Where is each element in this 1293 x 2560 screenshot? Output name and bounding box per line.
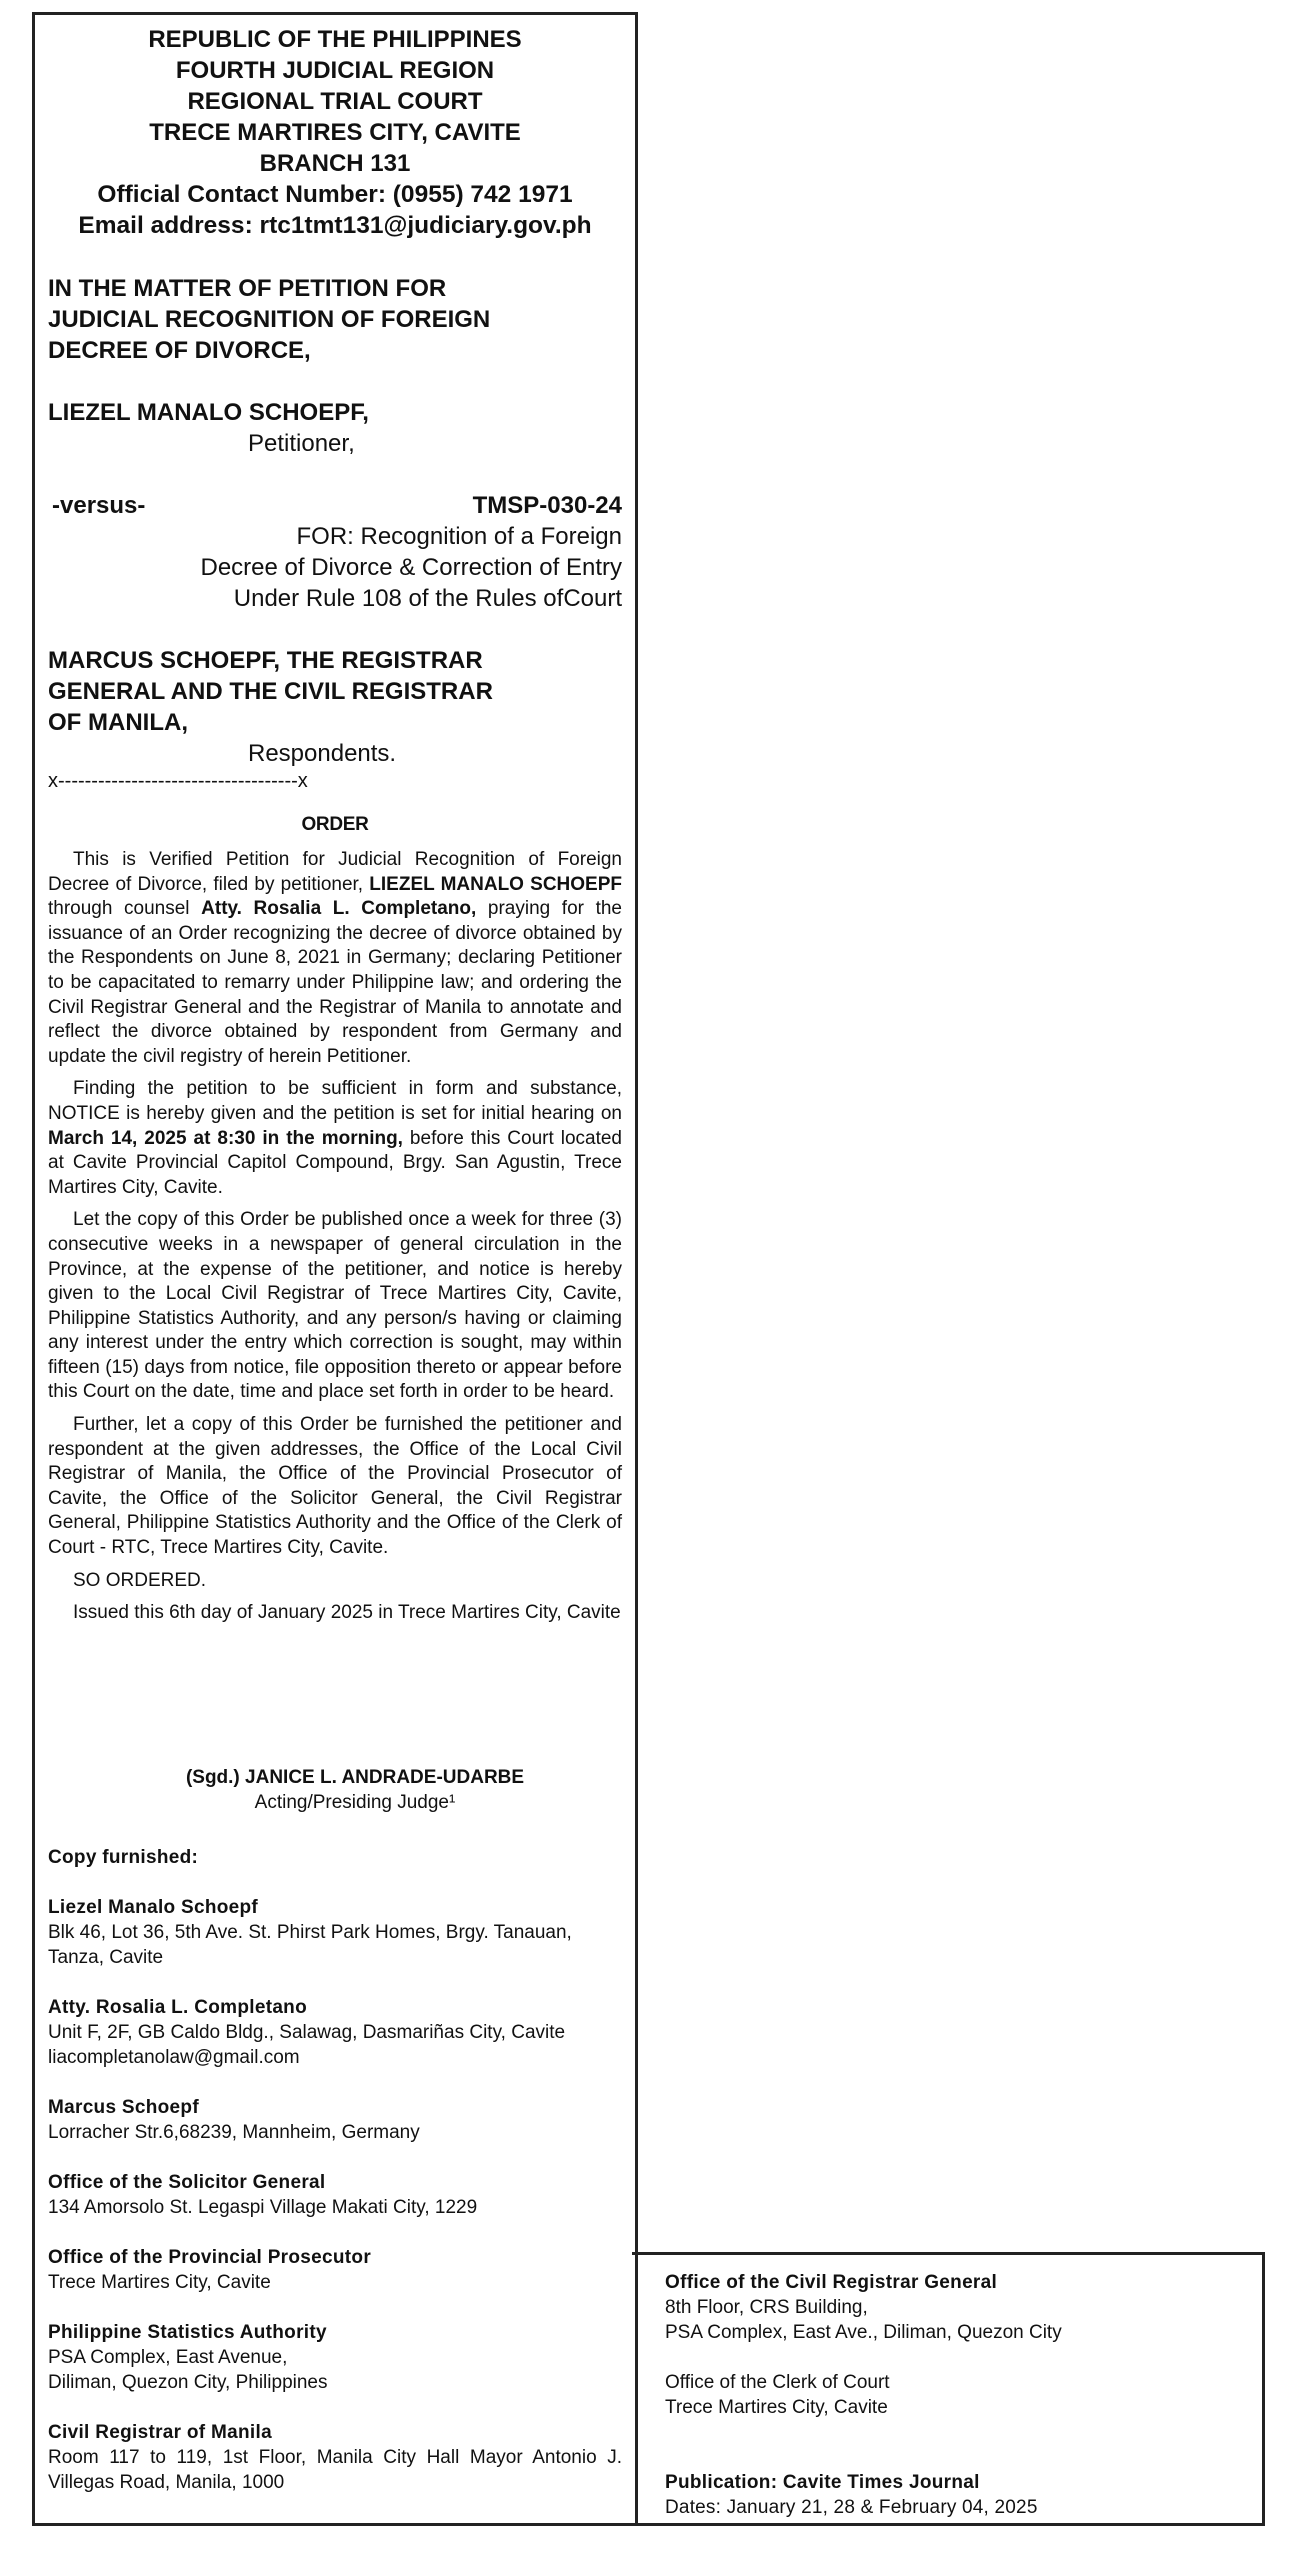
clerk-address: Trece Martires City, Cavite <box>665 2397 888 2418</box>
recipient-name: Philippine Statistics Authority <box>48 2322 327 2343</box>
respondents-names <box>48 645 622 738</box>
recipient-name: Office of the Provincial Prosecutor <box>48 2247 372 2268</box>
judge-name: (Sgd.) JANICE L. ANDRADE-UDARBE <box>185 1767 525 1788</box>
judge-title: Acting/Presiding Judge¹ <box>254 1792 456 1813</box>
court-header <box>48 24 622 241</box>
for-line: Decree of Divorce & Correction of Entry <box>200 554 622 581</box>
order-paragraph-1 <box>48 848 622 1069</box>
recipient-item <box>48 1995 622 2070</box>
recipient-address: Room 117 to 119, 1st Floor, Manila City Hall Mayor Antonio J. Villegas Road, Manila, 1000 <box>48 2447 622 2493</box>
right-box-content <box>665 2270 1245 2520</box>
recipient-email: liacompletanolaw@gmail.com <box>48 2047 300 2068</box>
respondent-line: MARCUS SCHOEPF, THE REGISTRAR <box>48 647 483 674</box>
recipient-item <box>48 2095 622 2145</box>
matter-line: DECREE OF DIVORCE, <box>48 337 311 364</box>
recipient-item <box>48 2245 622 2295</box>
case-matter <box>48 273 622 366</box>
case-for <box>48 521 622 614</box>
respondent-line: GENERAL AND THE CIVIL REGISTRAR <box>48 678 493 705</box>
text-run: praying for the issuance of an Order recognizing the decree of divorce obtained by the Respondents on June 8, 2021 in Germany; declaring Petitioner to be capacitated to remarry under Philippine law; and ordering the Civil Registrar General and the Registrar of Manila to annotate and reflect the divorce obtained by respondent from Germany and update the civil registry of herein Petitioner. <box>48 898 622 1067</box>
crg-address-2: PSA Complex, East Ave., Diliman, Quezon City <box>665 2322 1062 2343</box>
order-paragraph-4: Further, let a copy of this Order be furnished the petitioner and respondent at the given addresses, the Office of the Local Civil Registrar of Manila, the Office of the Provincial Prosecutor of Cavite, the Office of the Solicitor General, the Civil Registrar General, Philippine Statistics Authority and the Office of the Clerk of Court - RTC, Trece Martires City, Cavite. <box>48 1414 622 1559</box>
for-line: Under Rule 108 of the Rules ofCourt <box>233 585 622 612</box>
header-line: REPUBLIC OF THE PHILIPPINES <box>148 26 522 53</box>
recipient-name: Office of the Solicitor General <box>48 2172 326 2193</box>
recipient-item <box>48 2170 622 2220</box>
recipient-item <box>48 2320 622 2395</box>
header-line: REGIONAL TRIAL COURT <box>187 88 483 115</box>
case-number: TMSP-030-24 <box>472 492 622 519</box>
text-run: before this Court located at Cavite Provincial Capitol Compound, Brgy. San Agustin, Trece Martires City, Cavite. <box>48 1127 622 1198</box>
issued-line: Issued this 6th day of January 2025 in Trece Martires City, Cavite <box>73 1602 621 1624</box>
recipient-address: Lorracher Str.6,68239, Mannheim, Germany <box>48 2122 420 2143</box>
matter-line: JUDICIAL RECOGNITION OF FOREIGN <box>48 306 491 333</box>
recipient-address: Diliman, Quezon City, Philippines <box>48 2372 328 2393</box>
hearing-date-bold: March 14, 2025 at 8:30 in the morning, <box>48 1127 403 1149</box>
so-ordered: SO ORDERED. <box>73 1569 207 1591</box>
clerk-name: Office of the Clerk of Court <box>665 2372 890 2393</box>
recipient-address: Trece Martires City, Cavite <box>48 2272 271 2293</box>
versus-label: -versus- <box>52 492 146 519</box>
order-paragraph-2 <box>48 1077 622 1200</box>
for-line: FOR: Recognition of a Foreign <box>296 523 622 550</box>
respondent-line: OF MANILA, <box>48 709 188 736</box>
petitioner-label: Petitioner, <box>248 430 355 457</box>
order-body <box>48 848 622 1634</box>
recipient-item <box>48 1895 622 1970</box>
recipient-name: Atty. Rosalia L. Completano <box>48 1997 307 2018</box>
caption-separator: x------------------------------------x <box>48 770 308 792</box>
text-run: Finding the petition to be sufficient in form and substance, NOTICE is hereby given and the petition is set for initial hearing on <box>48 1078 622 1124</box>
petitioner-bold: LIEZEL MANALO SCHOEPF <box>369 873 622 895</box>
matter-line: IN THE MATTER OF PETITION FOR <box>48 275 447 302</box>
publication-dates: Dates: January 21, 28 & February 04, 2025 <box>665 2497 1038 2518</box>
counsel-bold: Atty. Rosalia L. Completano, <box>201 898 477 920</box>
text-run: This is Verified Petition for Judicial Recognition of Foreign Decree of Divorce, filed by petitioner, <box>48 849 622 895</box>
recipient-name: Marcus Schoepf <box>48 2097 199 2118</box>
respondents-label: Respondents. <box>248 740 397 767</box>
recipient-item <box>48 2420 622 2495</box>
publication-label: Publication: Cavite Times Journal <box>665 2472 980 2493</box>
order-paragraph-3: Let the copy of this Order be published once a week for three (3) consecutive weeks in a newspaper of general circulation in the Province, at the expense of the petitioner, and notice is hereby given to the Local Civil Registrar of Trece Martires City, Cavite, Philippine Statistics Authority, and any person/s having or claiming any interest under the entry which correction is sought, may within fifteen (15) days from notice, file opposition thereto or appear before this Court on the date, time and place set forth in order to be heard. <box>48 1209 622 1403</box>
petitioner-name: LIEZEL MANALO SCHOEPF, <box>48 399 369 426</box>
recipient-address: Blk 46, Lot 36, 5th Ave. St. Phirst Park Homes, Brgy. Tanauan, Tanza, Cavite <box>48 1922 572 1968</box>
header-line: BRANCH 131 <box>259 150 411 177</box>
email-address: Email address: rtc1tmt131@judiciary.gov.ph <box>78 212 592 239</box>
header-line: TRECE MARTIRES CITY, CAVITE <box>149 119 521 146</box>
crg-name: Office of the Civil Registrar General <box>665 2272 998 2293</box>
copy-furnished-label: Copy furnished: <box>48 1847 199 1868</box>
recipient-address: PSA Complex, East Avenue, <box>48 2347 288 2368</box>
copy-furnished-list <box>48 1895 622 2520</box>
contact-number: Official Contact Number: (0955) 742 1971 <box>97 181 573 208</box>
order-title: ORDER <box>301 814 369 835</box>
signature-block <box>48 1765 622 1815</box>
header-line: FOURTH JUDICIAL REGION <box>175 57 495 84</box>
crg-address-1: 8th Floor, CRS Building, <box>665 2297 868 2318</box>
text-run: through counsel <box>48 898 202 920</box>
recipient-name: Civil Registrar of Manila <box>48 2422 272 2443</box>
recipient-address: Unit F, 2F, GB Caldo Bldg., Salawag, Dasmariñas City, Cavite <box>48 2022 566 2043</box>
recipient-name: Liezel Manalo Schoepf <box>48 1897 259 1918</box>
recipient-address: 134 Amorsolo St. Legaspi Village Makati City, 1229 <box>48 2197 478 2218</box>
